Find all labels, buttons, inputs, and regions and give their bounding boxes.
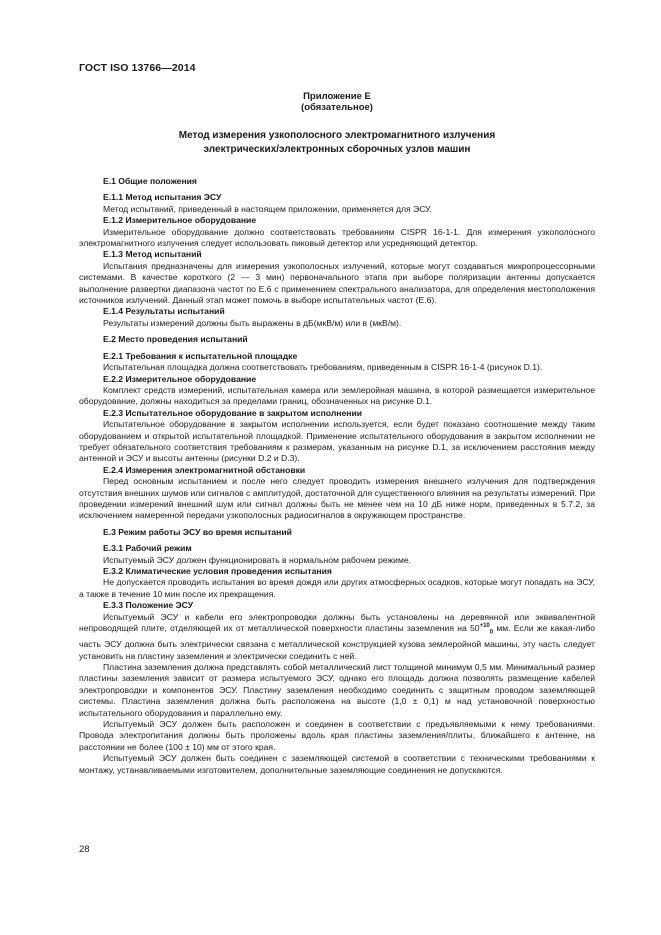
subsection-heading: Е.1.1 Метод испытания ЭСУ: [103, 192, 222, 203]
subsection-heading: Е.2.1 Требования к испытательной площадке: [103, 350, 298, 361]
paragraph: Испытательное оборудование в закрытом исполнении используется, если будет показано соотношение между таким оборудованием и открытой испытательной площадкой. Применение испытательного оборудования в закрытом исполнении не требует обязательного соответствия требованиям к размерам, указанным на рисунке D.1, за исключением расстояния между антенной и ЭСУ и высоты антенны (рисунки D.2 и D.3).: [79, 419, 595, 464]
document-title-line-2: электрических/электронных сборочных узлов машин: [203, 144, 471, 155]
section-heading: Е.2 Место проведения испытаний: [103, 334, 248, 345]
paragraph: Измерительное оборудование должно соответствовать требованиям CISPR 16-1-1. Для измерения узкополосного электромагнитного излучения следует использовать пиковый детектор или усредняющий детектор.: [79, 226, 595, 249]
paragraph: Испытуемый ЭСУ должен быть соединен с заземляющей системой в соответствии с техническими требованиями к монтажу, устанавливаемыми изготовителем, дополнительные заземляющие соединения не допускаются.: [79, 753, 595, 775]
paragraph: Испытуемый ЭСУ должен быть расположен и соединен в соответствии с предъявляемыми к нему требованиями. Провода электропитания должны быть проложены вдоль края пластины заземления/плиты, ближайшего к антенне, на расстоянии не более (100 ± 10) мм от этого края.: [79, 719, 595, 752]
paragraph: Испытания предназначены для измерения узкополосных излучений, которые могут создаваться микропроцессорными системами. В качестве короткого (2 — 3 мин) первоначального этапа при выборе поляризации антенны допускается выполнение развертки диапазона частот по Е.6 с применением спектрального анализатора, для определения местоположения источников излучений. Данный этап может помочь в выборе испытательных частот (Е.6).: [79, 260, 595, 306]
paragraph: Испытательная площадка должна соответствовать требованиям, приведенным в CISPR 16-1-4 (рисунок D.1).: [103, 362, 543, 373]
subsection-heading: Е.3.2 Климатические условия проведения испытания: [103, 566, 332, 576]
subsection-heading: Е.3.1 Рабочий режим: [103, 543, 192, 554]
paragraph: Комплект средств измерений, испытательная камера или землеройная машина, в которой размещается измерительное оборудование, должны находиться за пределами границ, обозначенных на рисунке D.1.: [79, 384, 595, 407]
paragraph: Пластина заземления должна представлять собой металлический лист толщиной минимум 0,5 мм. Минимальный размер пластины заземления зависит от размера испытуемого ЭСУ, однако его площадь должна позволять размещение кабелей электропроводки и компонентов ЭСУ. Пластину заземления необходимо соединить с защитным проводом заземляющей системы. Пластина заземления должна быть расположена на высоте (1,0 ± 0,1) м над установочной поверхностью испытательного оборудования и параллельно ему.: [79, 661, 595, 718]
tolerance-upper: +10: [479, 623, 490, 630]
section-heading: Е.3 Режим работы ЭСУ во время испытаний: [103, 526, 292, 537]
tolerance-lower: 0: [489, 629, 494, 636]
subsection-heading: Е.1.3 Метод испытаний: [103, 249, 202, 260]
subsection-heading: Е.2.4 Измерения электромагнитной обстановки: [103, 464, 306, 475]
document-title-line-1: Метод измерения узкополосного электромагнитного излучения: [178, 130, 496, 141]
section-heading: Е.1 Общие положения: [103, 176, 197, 186]
paragraph: Испытуемый ЭСУ должен функционировать в нормальном рабочем режиме.: [103, 554, 412, 565]
paragraph: Не допускается проводить испытания во время дождя или других атмосферных осадков, которые могут попадать на ЭСУ, а также в течение 10 мин после их прекращения.: [79, 577, 595, 599]
paragraph: [79, 612, 595, 662]
appendix-title: Приложение Е: [303, 91, 371, 102]
subsection-heading: Е.2.3 Испытательное оборудование в закрытом исполнении: [103, 407, 363, 418]
appendix-status: (обязательное): [301, 102, 373, 113]
paragraph: Результаты измерений должны быть выражены в дБ(мкВ/м) или в (мкВ/м).: [103, 317, 402, 328]
subsection-heading: Е.1.2 Измерительное оборудование: [103, 215, 257, 226]
standard-code: ГОСТ ISO 13766—2014: [79, 62, 196, 74]
paragraph-text: Испытуемый ЭСУ и кабели его электропроводки должны быть установлены на деревянной или эквивалентной непроводящей плите, отделяющей их от металлической поверхности пластины заземления на 50: [79, 611, 595, 634]
document-title: [79, 129, 595, 157]
page-number: 28: [79, 844, 90, 855]
paragraph: Перед основным испытанием и после него следует проводить измерения внешнего излучения для подтверждения отсутствия внешних шумов или сигналов с амплитудой, достаточной для существенного влияния на результаты измерений. При проведении измерений внешний шум или сигнал должны быть не менее чем на 10 дБ ниже норм, приведенных в 5.7.2, за исключением намеренной передачи узкополосных радиосигналов в окружающем пространстве.: [79, 476, 596, 521]
appendix-heading: [79, 91, 595, 113]
paragraph: Метод испытаний, приведенный в настоящем приложении, применяется для ЭСУ.: [103, 203, 432, 214]
paragraph-text: мм. Если же какая-либо часть ЭСУ должна быть электрически связана с металлической конструкцией кузова землеройной машины, эту часть следует установить на пластину заземления и электрически соединить с ней.: [79, 623, 595, 661]
subsection-heading: Е.3.3 Положение ЭСУ: [103, 600, 194, 611]
subsection-heading: Е.1.4 Результаты испытаний: [103, 306, 225, 317]
subsection-heading: Е.2.2 Измерительное оборудование: [103, 373, 257, 384]
document-body: [79, 176, 595, 776]
